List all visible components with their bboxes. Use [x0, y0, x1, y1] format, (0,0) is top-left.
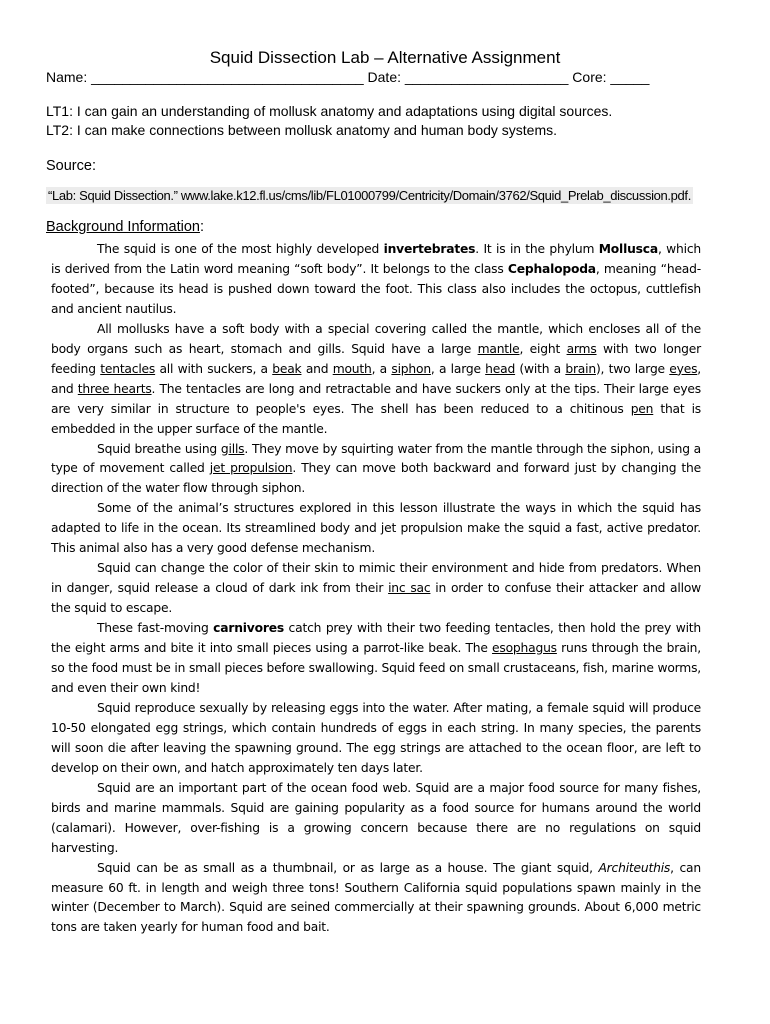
- paragraph-6: These fast-moving carnivores catch prey with their two feeding tentacles, then hold the prey with the eight arms and bite it into small pieces using a parrot-like beak. The esophagus runs through the brain, so the food must be in small pieces before swallowing. Squid feed on small crustaceans, fish, marine worms, and even their own kind!: [51, 621, 701, 695]
- background-heading-text: Background Information: [46, 219, 200, 235]
- core-blank: _____: [610, 69, 650, 85]
- term-beak: beak: [272, 361, 302, 376]
- name-label: Name:: [46, 69, 88, 85]
- term-cephalopoda: Cephalopoda: [507, 261, 596, 276]
- paragraph-8: Squid are an important part of the ocean food web. Squid are a major food source for many fishes, birds and marine mammals. Squid are gaining popularity as a food source for humans around the world (calamari). However, over-fishing is a growing concern because there are no regulations on squid harvesting.: [51, 780, 701, 855]
- term-jet-propulsion: jet propulsion: [209, 461, 293, 476]
- date-label: Date:: [367, 69, 401, 85]
- term-three-hearts: three hearts: [77, 381, 152, 396]
- term-mollusca: Mollusca: [598, 242, 658, 256]
- source-citation: “Lab: Squid Dissection.” www.lake.k12.fl.us/cms/lib/FL01000799/Centricity/Domain/3762/Squid_Prelab_discussion.pdf.: [48, 188, 691, 203]
- paragraph-1: The squid is one of the most highly developed invertebrates. It is in the phylum Mollusca, which is derived from the Latin word meaning “soft body”. It belongs to the class Cephalopoda, meaning “head-footed”, because its head is pushed down toward the foot. This class also includes the octopus, cuttlefish and ancient nautilus.: [51, 242, 701, 316]
- date-blank: _____________________: [404, 69, 569, 85]
- term-invertebrates: invertebrates: [383, 242, 476, 256]
- term-carnivores: carnivores: [213, 621, 284, 636]
- term-architeuthis: Architeuthis: [598, 860, 671, 875]
- term-mouth: mouth: [332, 361, 372, 376]
- term-arms: arms: [566, 341, 597, 356]
- paragraph-4: Some of the animal’s structures explored in this lesson illustrate the ways in which the squid has adapted to life in the ocean. Its streamlined body and jet propulsion make the squid a fast, active predator. This animal also has a very good defense mechanism.: [51, 501, 701, 556]
- term-esophagus: esophagus: [492, 641, 557, 656]
- paragraph-3: Squid breathe using gills. They move by squirting water from the mantle through the siphon, using a type of movement called jet propulsion. They can move both backward and forward just by changing the direction of the water flow through siphon.: [51, 441, 701, 496]
- name-blank: ___________________________________: [91, 69, 364, 85]
- source-label: Source:: [46, 158, 96, 174]
- background-text: [51, 240, 701, 938]
- term-brain: brain: [565, 361, 596, 376]
- learning-target-1: LT1: I can gain an understanding of mollusk anatomy and adaptations using digital sources.: [46, 103, 613, 119]
- term-gills: gills: [220, 441, 245, 456]
- term-eyes: eyes: [669, 361, 698, 376]
- learning-target-2: LT2: I can make connections between mollusk anatomy and human body systems.: [46, 122, 558, 138]
- student-info-line: [46, 69, 649, 85]
- page-title: Squid Dissection Lab – Alternative Assignment: [209, 48, 561, 67]
- paragraph-5: Squid can change the color of their skin to mimic their environment and hide from predators. When in danger, squid release a cloud of dark ink from their inc sac in order to confuse their attacker and allow the squid to escape.: [51, 561, 701, 616]
- background-heading-colon: :: [199, 219, 204, 235]
- background-heading: [46, 219, 204, 235]
- term-siphon: siphon: [391, 361, 431, 376]
- paragraph-9: Squid can be as small as a thumbnail, or as large as a house. The giant squid, Architeuthis, can measure 60 ft. in length and weigh three tons! Southern California squid populations spawn mainly in the winter (December to March). Squid are seined commercially at their spawning grounds. About 6,000 metric tons are taken yearly for human food and bait.: [51, 860, 701, 935]
- term-pen: pen: [630, 401, 654, 416]
- core-label: Core:: [572, 69, 607, 85]
- term-tentacles: tentacles: [100, 361, 156, 376]
- paragraph-2: All mollusks have a soft body with a special covering called the mantle, which encloses all of the body organs such as heart, stomach and gills. Squid have a large mantle, eight arms with two longer feeding tentacles all with suckers, a beak and mouth, a siphon, a large head (with a brain), two large eyes, and three hearts. The tentacles are long and retractable and have suckers only at the tips. Their large eyes are very similar in structure to people's eyes. The shell has been reduced to a chitinous pen that is embedded in the upper surface of the mantle.: [51, 321, 702, 436]
- term-head: head: [485, 361, 516, 376]
- paragraph-7: Squid reproduce sexually by releasing eggs into the water. After mating, a female squid will produce 10-50 elongated egg strings, which contain hundreds of eggs in each string. In many species, the parents will soon die after leaving the spawning ground. The egg strings are attached to the ocean floor, are left to develop on their own, and hatch approximately ten days later.: [51, 700, 701, 775]
- term-inc-sac: inc sac: [388, 581, 431, 596]
- term-mantle: mantle: [477, 341, 520, 356]
